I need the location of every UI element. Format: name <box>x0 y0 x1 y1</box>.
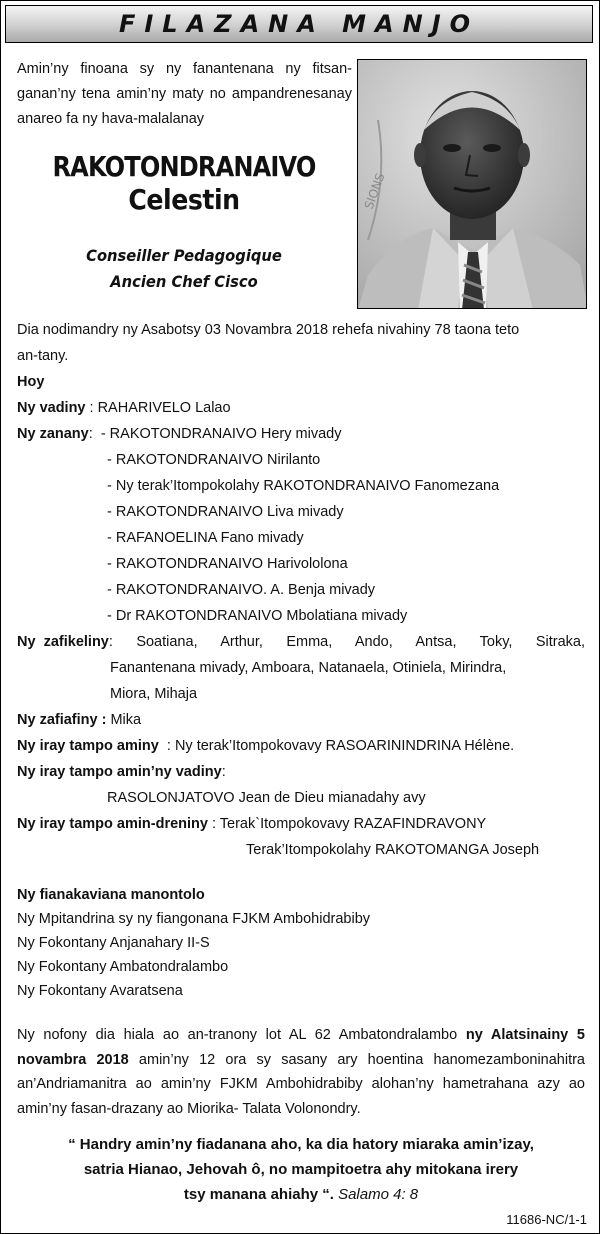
spouse-siblings-value: RASOLONJATOVO Jean de Dieu mianadahy avy <box>107 790 426 806</box>
funeral-date: ny Alatsinainy 5 novambra 2018 <box>17 1027 585 1068</box>
family-heading: Ny fianakaviana manontolo <box>17 887 205 903</box>
deceased-firstname: Celestin <box>128 183 240 216</box>
quote-line-2: satria Hianao, Jehovah ô, no mampitoetra ahy mitokana irery <box>83 1161 519 1178</box>
spouse-label: Ny vadiny <box>17 400 86 416</box>
siblings-row <box>17 733 585 759</box>
child-item: - RAKOTONDRANAIVO Harivololona <box>107 556 348 572</box>
announcement-line-2: an-tany. <box>17 348 69 364</box>
family-item: Ny Fokontany Ambatondralambo <box>17 959 229 975</box>
portrait-photo <box>357 59 587 309</box>
great-grandchildren-label: Ny zafiafiny : <box>17 712 107 728</box>
quote-line-3 <box>17 1182 585 1207</box>
grandchildren-line-1: : Soatiana, Arthur, Emma, Ando, Antsa, Toky, Sitraka, <box>108 634 585 650</box>
siblings-label: Ny iray tampo aminy <box>17 738 159 754</box>
header-title: FILAZANA MANJO <box>118 10 480 38</box>
quote-line-1: “ Handry amin’ny fiadanana aho, ka dia hatory miaraka amin’izay, <box>68 1136 534 1153</box>
children-row: Ny zanany: - RAKOTONDRANAIVO Hery mivady <box>17 426 342 442</box>
great-grandchildren-value: Mika <box>106 712 142 728</box>
bible-quote <box>17 1132 585 1207</box>
family-item: Ny Fokontany Anjanahary II-S <box>17 935 210 951</box>
child-item: - RAFANOELINA Fano mivady <box>107 530 304 546</box>
mother-siblings-value-1: : Terak`Itompokovavy RAZAFINDRAVONY <box>207 816 487 832</box>
funeral-text-2: amin’ny 12 ora sy sasany ary hoentina hanomezamboninahitra an’Andriamanitra ao amin’ny FJKM Ambohidrabiby alohan’ny hametrahana azy ao amin’ny fasan-drazany ao Miorika- Talata Volonondry. <box>17 1051 585 1117</box>
children-label: Ny zanany <box>17 426 89 442</box>
mother-siblings-label: Ny iray tampo amin-dreniny <box>17 816 208 832</box>
child-item: - RAKOTONDRANAIVO Nirilanto <box>107 452 321 468</box>
intro-text: Amin’ny finoana sy ny fanantenana ny fitsanganan’ny tena amin’ny maty no ampandrenesanay anareo fa ny hava-malalanay <box>17 61 352 127</box>
grandchildren-row <box>17 629 585 655</box>
child-item: - RAKOTONDRANAIVO Hery mivady <box>100 426 342 442</box>
great-grandchildren-row <box>17 707 585 733</box>
spouse-siblings-row <box>17 759 585 785</box>
quote-source: Salamo 4: 8 <box>333 1186 419 1203</box>
funeral-details <box>17 1023 585 1121</box>
spouse-siblings-sep: : <box>221 764 226 780</box>
quote-line-3-text: tsy manana ahiahy “. <box>183 1186 334 1203</box>
spouse-value: : RAHARIVELO Lalao <box>85 400 231 416</box>
child-item: - Dr RAKOTONDRANAIVO Mbolatiana mivady <box>107 608 408 624</box>
child-item: - RAKOTONDRANAIVO. A. Benja mivady <box>107 582 376 598</box>
siblings-value: : Ny terak’Itompokovavy RASOARININDRINA Hélène. <box>158 738 515 754</box>
family-item: Ny Mpitandrina sy ny fiangonana FJKM Ambohidrabiby <box>17 911 371 927</box>
deceased-surname: RAKOTONDRANAIVO <box>52 150 316 183</box>
svg-text:SIONS: SIONS <box>361 171 388 212</box>
mother-siblings-value-2: Terak’Itompokolahy RAKOTOMANGA Joseph <box>246 842 540 858</box>
hoy-heading: Hoy <box>17 374 45 390</box>
spouse-row <box>17 395 585 421</box>
funeral-text-1: Ny nofony dia hiala ao an-tranony lot AL 62 Ambatondralambo <box>17 1027 466 1043</box>
obituary-body <box>17 317 585 1121</box>
grandchildren-line-2: Fanantenana mivady, Amboara, Natanaela, Otiniela, Mirindra, <box>110 660 507 676</box>
child-item: - Ny terak’Itompokolahy RAKOTONDRANAIVO Fanomezana <box>107 478 500 494</box>
deceased-title-2: Ancien Chef Cisco <box>110 272 258 291</box>
family-item: Ny Fokontany Avaratsena <box>17 983 183 999</box>
deceased-title-1: Conseiller Pedagogique <box>86 246 282 265</box>
spouse-siblings-label: Ny iray tampo amin’ny vadiny <box>17 764 222 780</box>
header-banner <box>5 5 593 43</box>
child-item: - RAKOTONDRANAIVO Liva mivady <box>107 504 344 520</box>
grandchildren-label: Ny zafikeliny <box>17 634 109 650</box>
portrait-image <box>358 60 587 309</box>
reference-code: 11686-NC/1-1 <box>506 1212 587 1227</box>
deceased-titles <box>19 243 349 295</box>
grandchildren-line-3: Miora, Mihaja <box>110 686 198 702</box>
deceased-name <box>19 151 349 217</box>
mother-siblings-row <box>17 811 585 837</box>
announcement-line-1: Dia nodimandry ny Asabotsy 03 Novambra 2018 rehefa nivahiny 78 taona teto <box>17 322 520 338</box>
